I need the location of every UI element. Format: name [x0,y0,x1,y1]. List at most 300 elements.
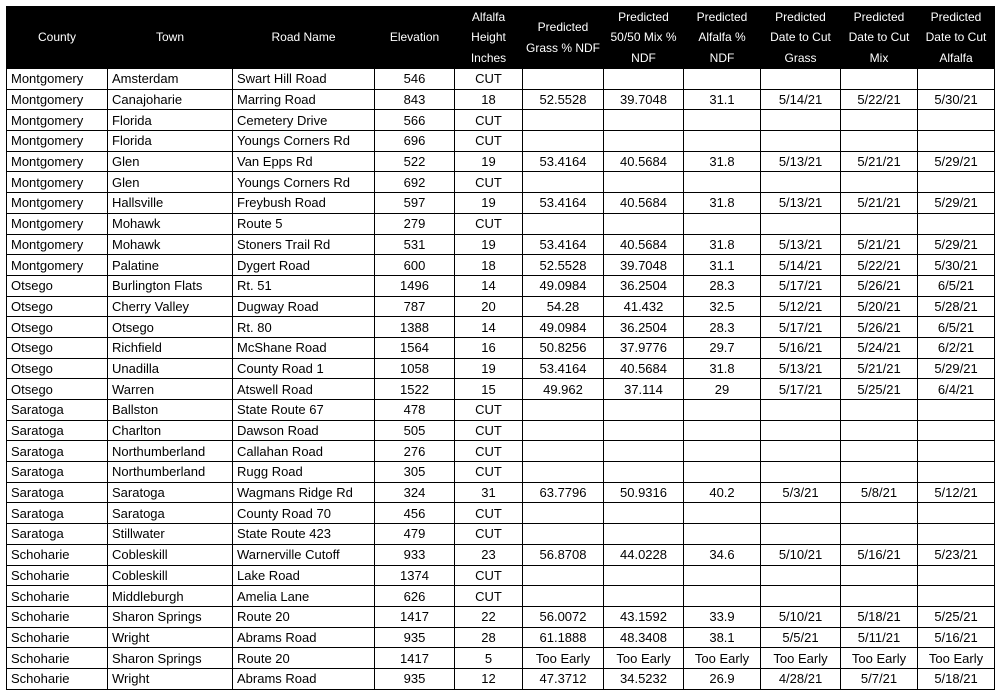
cell-mix-ndf [604,524,684,545]
cell-county: Schoharie [7,586,108,607]
cell-grass-ndf: 56.0072 [523,606,604,627]
table-row [7,503,995,524]
cell-county: Saratoga [7,441,108,462]
cell-grass-ndf [523,69,604,90]
cell-grass-ndf: 49.0984 [523,317,604,338]
cell-date-cut-grass: 5/16/21 [761,337,841,358]
cell-town: Northumberland [108,462,233,483]
cell-alfalfa-ndf [684,213,761,234]
cell-date-cut-alfalfa: 5/18/21 [918,668,995,689]
cell-mix-ndf: 36.2504 [604,275,684,296]
cell-alfalfa-height: 19 [455,151,523,172]
cell-alfalfa-height: 19 [455,234,523,255]
cell-county: Saratoga [7,524,108,545]
cell-county: Montgomery [7,110,108,131]
cell-date-cut-mix [841,586,918,607]
cell-date-cut-grass: 5/3/21 [761,482,841,503]
cell-road-name: Callahan Road [233,441,375,462]
table-header [7,7,995,69]
cell-grass-ndf [523,131,604,152]
cell-alfalfa-ndf: 32.5 [684,296,761,317]
cell-date-cut-mix: 5/22/21 [841,255,918,276]
cell-date-cut-grass [761,172,841,193]
cell-grass-ndf [523,565,604,586]
table-row [7,172,995,193]
cell-mix-ndf: 50.9316 [604,482,684,503]
cell-alfalfa-height: 5 [455,648,523,669]
cell-date-cut-alfalfa [918,503,995,524]
cell-county: Saratoga [7,482,108,503]
cell-road-name: Van Epps Rd [233,151,375,172]
cell-road-name: Youngs Corners Rd [233,131,375,152]
cell-mix-ndf: 40.5684 [604,151,684,172]
cell-alfalfa-ndf [684,524,761,545]
cell-elevation: 531 [375,234,455,255]
cell-town: Cobleskill [108,544,233,565]
cell-date-cut-grass [761,400,841,421]
cell-date-cut-grass: 5/10/21 [761,544,841,565]
cell-town: Mohawk [108,213,233,234]
cell-date-cut-mix [841,213,918,234]
table-row [7,565,995,586]
cell-date-cut-mix: Too Early [841,648,918,669]
cell-elevation: 1417 [375,606,455,627]
cell-date-cut-grass: 5/10/21 [761,606,841,627]
cell-road-name: County Road 1 [233,358,375,379]
table-row [7,379,995,400]
table-row [7,89,995,110]
cell-date-cut-grass: 5/13/21 [761,358,841,379]
cell-date-cut-grass: 5/12/21 [761,296,841,317]
cell-county: Montgomery [7,172,108,193]
cell-alfalfa-height: CUT [455,524,523,545]
cell-mix-ndf: 40.5684 [604,358,684,379]
cell-alfalfa-ndf: 31.1 [684,255,761,276]
cell-mix-ndf [604,400,684,421]
cell-date-cut-alfalfa [918,565,995,586]
cell-alfalfa-ndf [684,565,761,586]
header-row [7,7,995,69]
cell-date-cut-mix: 5/20/21 [841,296,918,317]
cell-date-cut-alfalfa: 5/30/21 [918,255,995,276]
cell-date-cut-alfalfa [918,213,995,234]
cell-mix-ndf: Too Early [604,648,684,669]
cell-date-cut-grass: Too Early [761,648,841,669]
cell-grass-ndf [523,110,604,131]
cell-road-name: Rugg Road [233,462,375,483]
cell-road-name: Dugway Road [233,296,375,317]
cell-alfalfa-ndf [684,110,761,131]
cell-road-name: Rt. 80 [233,317,375,338]
cell-elevation: 279 [375,213,455,234]
table-row [7,400,995,421]
cell-county: Schoharie [7,565,108,586]
cell-date-cut-mix: 5/7/21 [841,668,918,689]
cell-mix-ndf [604,462,684,483]
cell-date-cut-grass: 5/14/21 [761,89,841,110]
cell-mix-ndf [604,441,684,462]
cell-town: Saratoga [108,503,233,524]
cell-mix-ndf: 44.0228 [604,544,684,565]
table-row [7,668,995,689]
cell-date-cut-grass: 5/5/21 [761,627,841,648]
cell-county: Schoharie [7,648,108,669]
cell-date-cut-grass [761,462,841,483]
cell-county: Montgomery [7,69,108,90]
cell-elevation: 1374 [375,565,455,586]
column-header-date-cut-mix: Predicted Date to Cut Mix [841,7,918,69]
cell-date-cut-grass: 5/17/21 [761,275,841,296]
cell-grass-ndf: 56.8708 [523,544,604,565]
cell-road-name: Warnerville Cutoff [233,544,375,565]
table-row [7,317,995,338]
cell-elevation: 546 [375,69,455,90]
table-row [7,606,995,627]
cell-county: Otsego [7,337,108,358]
cell-mix-ndf [604,131,684,152]
cell-elevation: 692 [375,172,455,193]
cell-date-cut-alfalfa: 6/4/21 [918,379,995,400]
cell-date-cut-alfalfa [918,131,995,152]
cell-elevation: 566 [375,110,455,131]
cell-alfalfa-ndf [684,420,761,441]
column-header-alfalfa-height: Alfalfa Height Inches [455,7,523,69]
cell-alfalfa-height: CUT [455,110,523,131]
cell-alfalfa-ndf [684,462,761,483]
table-row [7,151,995,172]
table-row [7,358,995,379]
cell-alfalfa-height: CUT [455,503,523,524]
cell-grass-ndf: 49.0984 [523,275,604,296]
table-body [7,69,995,690]
cell-alfalfa-height: 16 [455,337,523,358]
column-header-mix-ndf: Predicted 50/50 Mix % NDF [604,7,684,69]
cell-date-cut-alfalfa [918,441,995,462]
cell-date-cut-grass: 5/14/21 [761,255,841,276]
cell-town: Florida [108,131,233,152]
cell-county: Saratoga [7,400,108,421]
cell-road-name: Cemetery Drive [233,110,375,131]
cell-alfalfa-ndf [684,503,761,524]
cell-town: Northumberland [108,441,233,462]
cell-county: Schoharie [7,606,108,627]
cell-mix-ndf [604,420,684,441]
cell-date-cut-mix [841,503,918,524]
cell-town: Florida [108,110,233,131]
cell-date-cut-mix [841,565,918,586]
cell-alfalfa-ndf: 40.2 [684,482,761,503]
cell-grass-ndf: Too Early [523,648,604,669]
cell-mix-ndf [604,172,684,193]
cell-date-cut-grass [761,565,841,586]
cell-alfalfa-ndf: 33.9 [684,606,761,627]
cell-alfalfa-ndf: 31.8 [684,234,761,255]
cell-date-cut-mix: 5/21/21 [841,358,918,379]
cell-road-name: Lake Road [233,565,375,586]
cell-alfalfa-ndf: 31.8 [684,358,761,379]
table-row [7,648,995,669]
table-row [7,337,995,358]
cell-road-name: Route 20 [233,648,375,669]
cell-elevation: 522 [375,151,455,172]
cell-date-cut-mix: 5/18/21 [841,606,918,627]
cell-town: Sharon Springs [108,606,233,627]
cell-town: Sharon Springs [108,648,233,669]
column-header-town: Town [108,7,233,69]
cell-grass-ndf: 47.3712 [523,668,604,689]
cell-date-cut-alfalfa: 5/23/21 [918,544,995,565]
cell-grass-ndf: 54.28 [523,296,604,317]
cell-date-cut-mix: 5/22/21 [841,89,918,110]
cell-date-cut-alfalfa: 5/16/21 [918,627,995,648]
cell-road-name: State Route 67 [233,400,375,421]
cell-alfalfa-height: CUT [455,131,523,152]
cell-date-cut-alfalfa [918,172,995,193]
cell-date-cut-grass: 5/17/21 [761,379,841,400]
cell-grass-ndf: 50.8256 [523,337,604,358]
cell-alfalfa-height: 23 [455,544,523,565]
cell-mix-ndf: 43.1592 [604,606,684,627]
cell-date-cut-mix: 5/16/21 [841,544,918,565]
cell-road-name: McShane Road [233,337,375,358]
cell-elevation: 478 [375,400,455,421]
cell-road-name: Route 20 [233,606,375,627]
cell-town: Warren [108,379,233,400]
table-row [7,441,995,462]
cell-road-name: Abrams Road [233,627,375,648]
cell-grass-ndf [523,462,604,483]
cell-alfalfa-height: CUT [455,462,523,483]
cell-alfalfa-ndf [684,172,761,193]
cell-alfalfa-height: 28 [455,627,523,648]
cell-mix-ndf: 41.432 [604,296,684,317]
column-header-date-cut-grass: Predicted Date to Cut Grass [761,7,841,69]
table-row [7,234,995,255]
cell-date-cut-grass: 5/13/21 [761,151,841,172]
cell-alfalfa-ndf: 28.3 [684,317,761,338]
cell-date-cut-grass: 4/28/21 [761,668,841,689]
cell-road-name: County Road 70 [233,503,375,524]
cell-date-cut-alfalfa: 5/29/21 [918,193,995,214]
cell-mix-ndf: 48.3408 [604,627,684,648]
cell-date-cut-mix [841,420,918,441]
cell-alfalfa-ndf: 38.1 [684,627,761,648]
cell-town: Cherry Valley [108,296,233,317]
column-header-elevation: Elevation [375,7,455,69]
cell-alfalfa-ndf [684,69,761,90]
cell-county: Montgomery [7,213,108,234]
cell-date-cut-alfalfa [918,524,995,545]
cell-elevation: 1496 [375,275,455,296]
table-row [7,131,995,152]
cell-town: Burlington Flats [108,275,233,296]
cell-town: Hallsville [108,193,233,214]
cell-town: Unadilla [108,358,233,379]
cell-elevation: 324 [375,482,455,503]
cell-grass-ndf [523,441,604,462]
cell-elevation: 600 [375,255,455,276]
cell-alfalfa-height: 14 [455,275,523,296]
cell-county: Montgomery [7,255,108,276]
cell-date-cut-mix: 5/11/21 [841,627,918,648]
cell-date-cut-alfalfa: 5/29/21 [918,358,995,379]
cell-county: Otsego [7,317,108,338]
table-row [7,110,995,131]
cell-date-cut-mix: 5/21/21 [841,151,918,172]
cell-date-cut-mix: 5/24/21 [841,337,918,358]
cell-elevation: 456 [375,503,455,524]
cell-county: Otsego [7,275,108,296]
cell-road-name: Wagmans Ridge Rd [233,482,375,503]
cell-date-cut-mix: 5/8/21 [841,482,918,503]
cell-alfalfa-height: CUT [455,441,523,462]
cell-date-cut-grass [761,213,841,234]
cell-county: Montgomery [7,131,108,152]
cell-elevation: 479 [375,524,455,545]
table-row [7,462,995,483]
cell-date-cut-mix [841,110,918,131]
cell-mix-ndf [604,503,684,524]
cell-town: Middleburgh [108,586,233,607]
cell-county: Otsego [7,358,108,379]
cell-road-name: Marring Road [233,89,375,110]
cell-alfalfa-height: CUT [455,586,523,607]
cell-county: Montgomery [7,89,108,110]
cell-alfalfa-ndf: 29.7 [684,337,761,358]
cell-mix-ndf: 36.2504 [604,317,684,338]
cell-elevation: 787 [375,296,455,317]
cell-mix-ndf [604,565,684,586]
cell-road-name: Freybush Road [233,193,375,214]
cell-date-cut-mix [841,69,918,90]
cell-alfalfa-ndf [684,400,761,421]
cell-road-name: Stoners Trail Rd [233,234,375,255]
cell-elevation: 935 [375,627,455,648]
cell-alfalfa-height: 22 [455,606,523,627]
cell-grass-ndf [523,586,604,607]
cell-alfalfa-ndf: 31.1 [684,89,761,110]
cell-mix-ndf: 37.114 [604,379,684,400]
cell-county: Schoharie [7,668,108,689]
cell-date-cut-mix: 5/26/21 [841,317,918,338]
cell-alfalfa-height: CUT [455,565,523,586]
cell-elevation: 696 [375,131,455,152]
cell-elevation: 1564 [375,337,455,358]
cell-county: Montgomery [7,193,108,214]
cell-grass-ndf: 53.4164 [523,151,604,172]
cell-alfalfa-ndf: 26.9 [684,668,761,689]
cell-alfalfa-height: 18 [455,89,523,110]
cell-county: Saratoga [7,462,108,483]
cell-alfalfa-ndf: 31.8 [684,193,761,214]
cell-alfalfa-height: 14 [455,317,523,338]
cell-elevation: 597 [375,193,455,214]
cell-date-cut-mix: 5/25/21 [841,379,918,400]
cell-town: Glen [108,151,233,172]
cell-town: Wright [108,627,233,648]
cell-elevation: 933 [375,544,455,565]
cell-date-cut-alfalfa: 5/29/21 [918,151,995,172]
cell-alfalfa-height: CUT [455,172,523,193]
cell-date-cut-alfalfa: Too Early [918,648,995,669]
crop-prediction-table [6,6,995,690]
cell-date-cut-alfalfa: 5/28/21 [918,296,995,317]
cell-town: Amsterdam [108,69,233,90]
cell-alfalfa-height: CUT [455,420,523,441]
cell-date-cut-grass [761,69,841,90]
cell-grass-ndf [523,400,604,421]
cell-town: Mohawk [108,234,233,255]
cell-elevation: 935 [375,668,455,689]
cell-grass-ndf: 63.7796 [523,482,604,503]
column-header-grass-ndf: Predicted Grass % NDF [523,7,604,69]
cell-grass-ndf [523,172,604,193]
cell-date-cut-alfalfa [918,586,995,607]
cell-alfalfa-ndf: Too Early [684,648,761,669]
cell-grass-ndf: 52.5528 [523,255,604,276]
table-row [7,213,995,234]
table-row [7,524,995,545]
cell-date-cut-alfalfa: 6/5/21 [918,317,995,338]
cell-date-cut-grass [761,503,841,524]
cell-elevation: 1522 [375,379,455,400]
cell-mix-ndf: 40.5684 [604,193,684,214]
cell-alfalfa-height: CUT [455,400,523,421]
cell-mix-ndf: 40.5684 [604,234,684,255]
cell-county: Otsego [7,296,108,317]
cell-date-cut-alfalfa: 5/30/21 [918,89,995,110]
cell-date-cut-grass [761,420,841,441]
cell-alfalfa-height: 15 [455,379,523,400]
cell-alfalfa-ndf: 28.3 [684,275,761,296]
cell-date-cut-mix [841,524,918,545]
cell-date-cut-mix [841,462,918,483]
cell-date-cut-mix [841,131,918,152]
crop-prediction-table-container [6,6,994,690]
cell-alfalfa-height: CUT [455,213,523,234]
cell-elevation: 305 [375,462,455,483]
cell-elevation: 276 [375,441,455,462]
cell-date-cut-grass [761,524,841,545]
cell-alfalfa-ndf [684,441,761,462]
cell-county: Schoharie [7,544,108,565]
table-row [7,420,995,441]
cell-alfalfa-ndf: 34.6 [684,544,761,565]
cell-grass-ndf [523,503,604,524]
table-row [7,69,995,90]
cell-county: Montgomery [7,151,108,172]
cell-date-cut-alfalfa [918,69,995,90]
cell-alfalfa-height: 12 [455,668,523,689]
cell-elevation: 1388 [375,317,455,338]
cell-grass-ndf: 53.4164 [523,358,604,379]
cell-date-cut-grass: 5/13/21 [761,234,841,255]
cell-alfalfa-height: 20 [455,296,523,317]
column-header-date-cut-alfalfa: Predicted Date to Cut Alfalfa [918,7,995,69]
cell-date-cut-mix [841,172,918,193]
cell-town: Ballston [108,400,233,421]
cell-date-cut-grass: 5/17/21 [761,317,841,338]
table-row [7,544,995,565]
cell-grass-ndf: 61.1888 [523,627,604,648]
cell-road-name: Dygert Road [233,255,375,276]
cell-date-cut-mix: 5/21/21 [841,193,918,214]
cell-county: Saratoga [7,420,108,441]
column-header-alfalfa-ndf: Predicted Alfalfa % NDF [684,7,761,69]
table-row [7,627,995,648]
cell-road-name: Youngs Corners Rd [233,172,375,193]
cell-grass-ndf: 49.962 [523,379,604,400]
